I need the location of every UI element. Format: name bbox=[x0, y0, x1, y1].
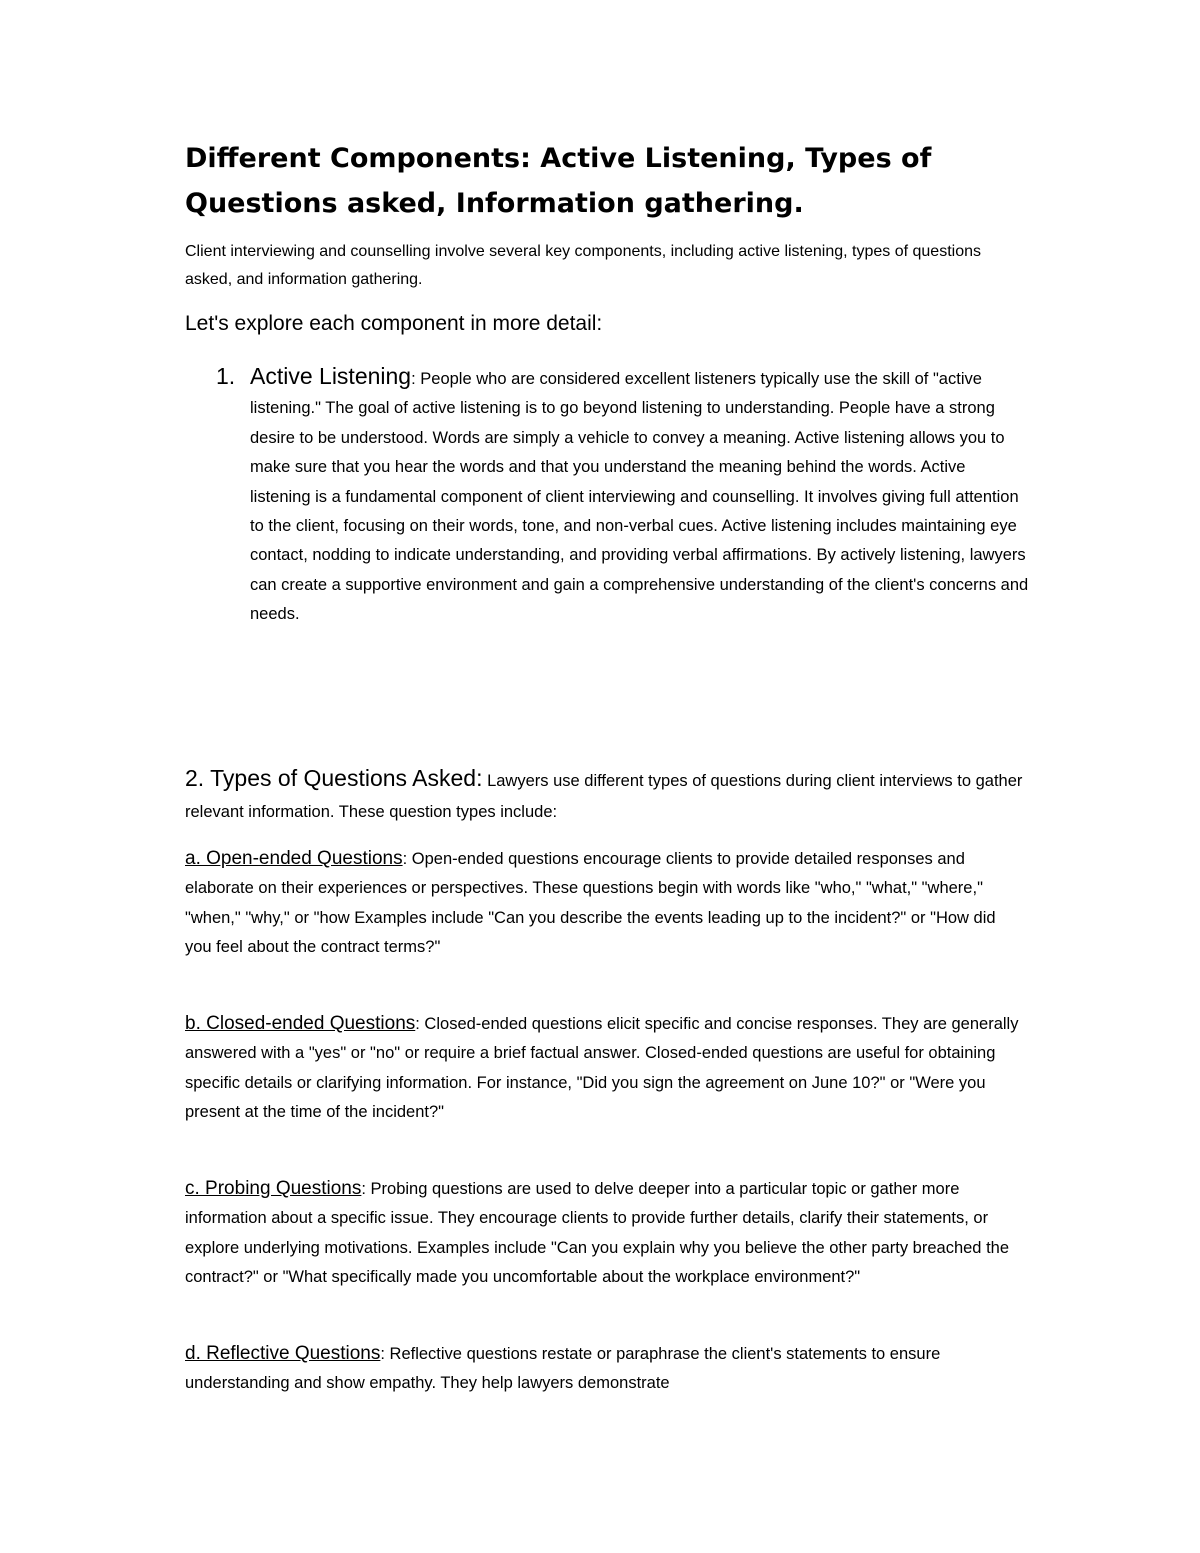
probing-questions-label: c. Probing Questions bbox=[185, 1178, 362, 1199]
open-ended-questions-body: : Open-ended questions encourage clients to provide detailed responses and elaborate on their experiences or perspectives. These questions begin with words like "who," "what," "where," "when," "why," or "how Examples include "Can you describe the events leading up to the incident?" or "How did you feel about the contract terms?" bbox=[185, 850, 996, 957]
reflective-questions-label: d. Reflective Questions bbox=[185, 1343, 381, 1364]
reflective-questions-body: : Reflective questions restate or paraphrase the client's statements to ensure understanding and show empathy. They help lawyers demonstrate bbox=[185, 1345, 941, 1393]
probing-questions-paragraph bbox=[185, 1174, 1025, 1293]
item-number: 1. bbox=[216, 363, 236, 389]
closed-ended-questions-body: : Closed-ended questions elicit specific and concise responses. They are generally answered with a "yes" or "no" or require a brief factual answer. Closed-ended questions are useful for obtaining specific details or clarifying information. For instance, "Did you sign the agreement on June 10?" or "Were you present at the time of the incident?" bbox=[185, 1015, 1019, 1122]
open-ended-questions-paragraph bbox=[185, 844, 1025, 963]
types-of-questions-heading: 2. Types of Questions Asked: bbox=[185, 765, 483, 791]
types-of-questions-body: Lawyers use different types of questions during client interviews to gather relevant information. These question types include: bbox=[185, 772, 1023, 821]
active-listening-body: : People who are considered excellent listeners typically use the skill of "active listening." The goal of active listening is to go beyond listening to understanding. People have a strong desire to be understood. Words are simply a vehicle to convey a meaning. Active listening allows you to make sure that you hear the words and that you understand the meaning behind the words. Active listening is a fundamental component of client interviewing and counselling. It involves giving full attention to the client, focusing on their words, tone, and non-verbal cues. Active listening includes maintaining eye contact, nodding to indicate understanding, and providing verbal affirmations. By actively listening, lawyers can create a supportive environment and gain a comprehensive understanding of the client's concerns and needs. bbox=[250, 370, 1029, 624]
open-ended-questions-label: a. Open-ended Questions bbox=[185, 848, 403, 869]
explore-heading: Let's explore each component in more detail: bbox=[185, 312, 603, 335]
closed-ended-questions-label: b. Closed-ended Questions bbox=[185, 1013, 416, 1034]
document-title: Different Components: Active Listening, Types of Questions asked, Information gathering. bbox=[185, 143, 932, 219]
reflective-questions-paragraph bbox=[185, 1339, 1025, 1399]
intro-paragraph: Client interviewing and counselling involve several key components, including active listening, types of questions asked, and information gathering. bbox=[185, 243, 981, 288]
active-listening-item bbox=[216, 360, 1030, 630]
active-listening-heading: Active Listening bbox=[250, 363, 412, 389]
probing-questions-body: : Probing questions are used to delve deeper into a particular topic or gather more information about a specific issue. They encourage clients to provide further details, clarify their statements, or explore underlying motivations. Examples include "Can you explain why you believe the other party breached the contract?" or "What specifically made you uncomfortable about the workplace environment?" bbox=[185, 1180, 1010, 1287]
closed-ended-questions-paragraph bbox=[185, 1009, 1025, 1128]
types-of-questions-section bbox=[185, 762, 1025, 828]
